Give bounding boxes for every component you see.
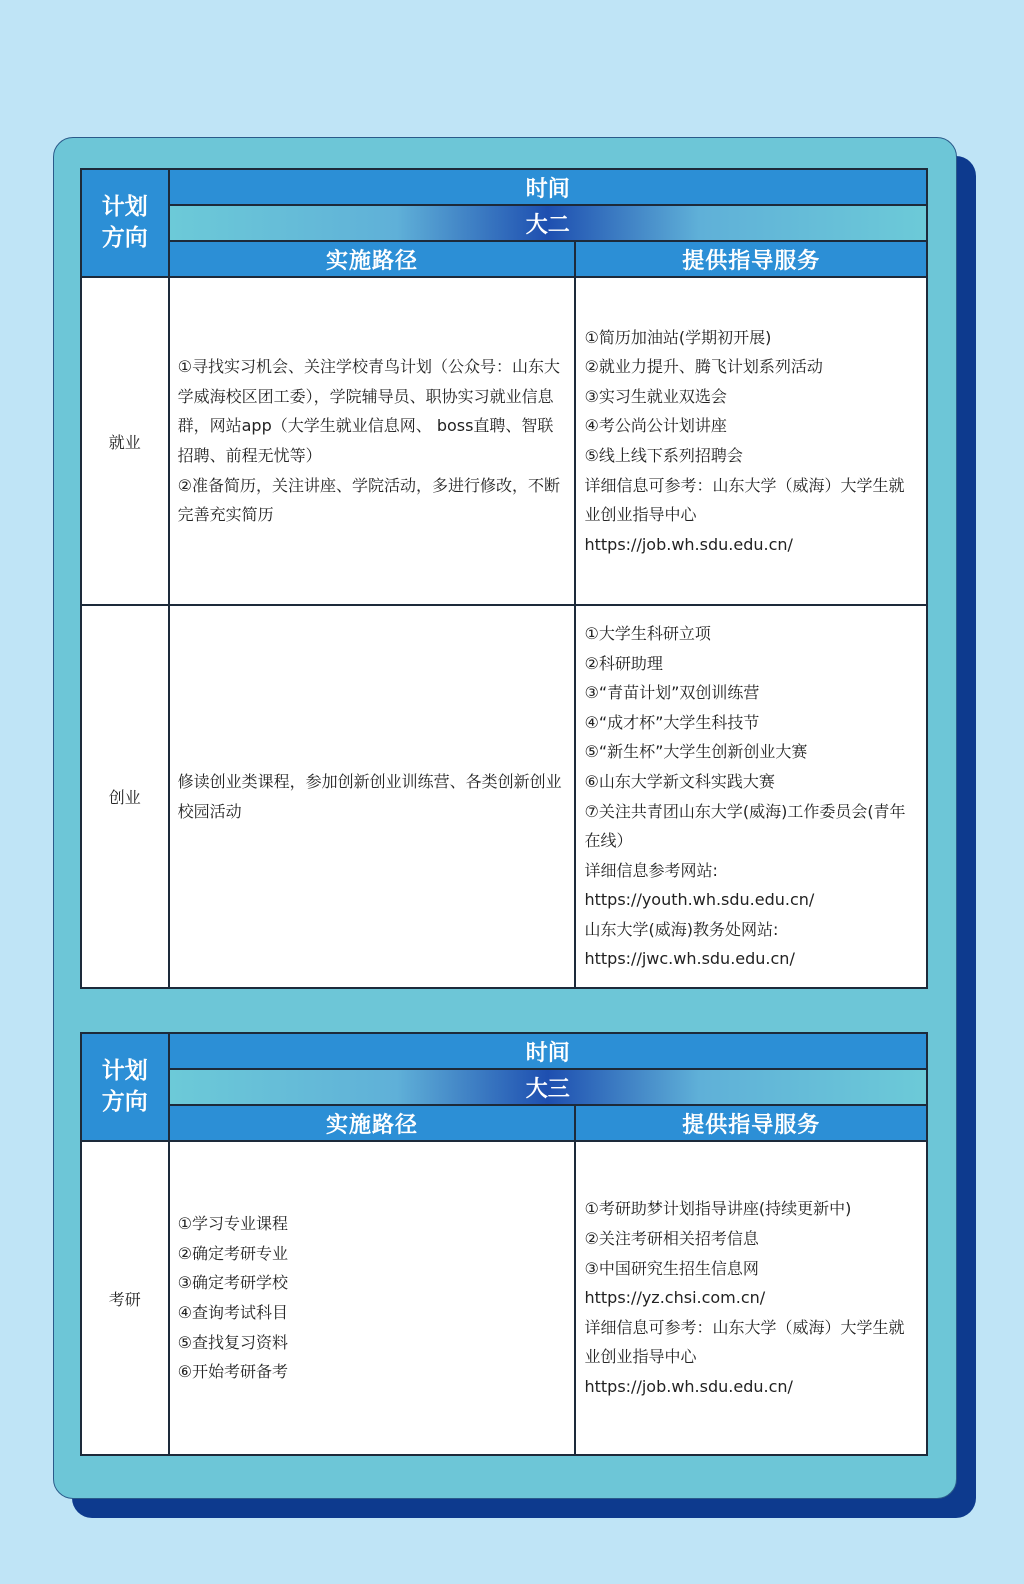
path-item: ①寻找实习机会、关注学校青鸟计划（公众号：山东大学威海校区团工委），学院辅导员、职协实习就业信息群，网站app（大学生就业信息网、 boss直聘、智联招聘、前程无忧等）	[177, 357, 560, 465]
service-link[interactable]: https://job.wh.sdu.edu.cn/	[584, 534, 793, 554]
path-item: ⑥开始考研备考	[177, 1362, 288, 1382]
service-item: 详细信息参考网站:	[584, 860, 718, 880]
table-row	[81, 605, 927, 988]
direction-header-line1: 计划	[101, 194, 148, 220]
path-item: ②确定考研专业	[177, 1243, 288, 1263]
service-item: ④考公尚公计划讲座	[584, 416, 727, 436]
year-header: 大二	[169, 205, 927, 241]
path-item: ⑤查找复习资料	[177, 1332, 288, 1352]
service-item: ③“青苗计划”双创训练营	[584, 683, 760, 703]
direction-header-line1: 计划	[101, 1058, 148, 1084]
service-item: ①考研助梦计划指导讲座(持续更新中)	[584, 1199, 852, 1219]
direction-header-line2: 方向	[101, 225, 148, 251]
service-link[interactable]: https://youth.wh.sdu.edu.cn/	[584, 890, 815, 910]
path-item: ③确定考研学校	[177, 1273, 288, 1293]
plan-table-year3	[80, 1032, 928, 1456]
service-column-header: 提供指导服务	[575, 1105, 927, 1141]
path-item: ①学习专业课程	[177, 1214, 288, 1234]
service-column-header: 提供指导服务	[575, 241, 927, 277]
service-item: ⑥山东大学新文科实践大赛	[584, 771, 775, 791]
direction-cell: 就业	[81, 277, 169, 605]
service-item: ②就业力提升、腾飞计划系列活动	[584, 357, 823, 377]
service-link[interactable]: https://jwc.wh.sdu.edu.cn/	[584, 949, 795, 969]
service-item: ⑤线上线下系列招聘会	[584, 446, 743, 465]
service-cell	[575, 1141, 927, 1455]
service-item: ⑦关注共青团山东大学(威海)工作委员会(青年在线）	[584, 801, 906, 851]
time-header: 时间	[169, 169, 927, 205]
service-item: ③实习生就业双选会	[584, 386, 727, 406]
direction-cell: 考研	[81, 1141, 169, 1455]
direction-header-line2: 方向	[101, 1089, 148, 1115]
path-cell	[169, 277, 576, 605]
service-item: ②科研助理	[584, 653, 663, 673]
service-item: 山东大学(威海)教务处网站:	[584, 919, 779, 939]
direction-cell: 创业	[81, 605, 169, 988]
path-cell	[169, 1141, 576, 1455]
service-item: ①简历加油站(学期初开展)	[584, 327, 772, 347]
direction-header	[81, 1033, 169, 1141]
service-item: 详细信息可参考：山东大学（威海）大学生就业创业指导中心	[584, 1317, 905, 1367]
service-item: ⑤“新生杯”大学生创新创业大赛	[584, 742, 808, 762]
path-item: ②准备简历，关注讲座、学院活动，多进行修改，不断完善充实简历	[177, 475, 560, 525]
path-item: 修读创业类课程，参加创新创业训练营、各类创新创业校园活动	[177, 771, 562, 821]
service-cell	[575, 277, 927, 605]
service-item: ④“成才杯”大学生科技节	[584, 712, 760, 732]
service-item: ②关注考研相关招考信息	[584, 1229, 759, 1249]
path-item: ④查询考试科目	[177, 1303, 288, 1322]
table-row	[81, 1141, 927, 1455]
service-cell	[575, 605, 927, 988]
service-item: ①大学生科研立项	[584, 623, 711, 643]
table-row	[81, 277, 927, 605]
direction-header	[81, 169, 169, 277]
service-link[interactable]: https://yz.chsi.com.cn/	[584, 1288, 766, 1308]
path-cell	[169, 605, 576, 988]
time-header: 时间	[169, 1033, 927, 1069]
year-header: 大三	[169, 1069, 927, 1105]
service-item: ③中国研究生招生信息网	[584, 1258, 759, 1278]
service-item: 详细信息可参考：山东大学（威海）大学生就业创业指导中心	[584, 475, 905, 525]
plan-table-year2	[80, 168, 928, 989]
path-column-header: 实施路径	[169, 1105, 576, 1141]
service-link[interactable]: https://job.wh.sdu.edu.cn/	[584, 1376, 793, 1396]
path-column-header: 实施路径	[169, 241, 576, 277]
